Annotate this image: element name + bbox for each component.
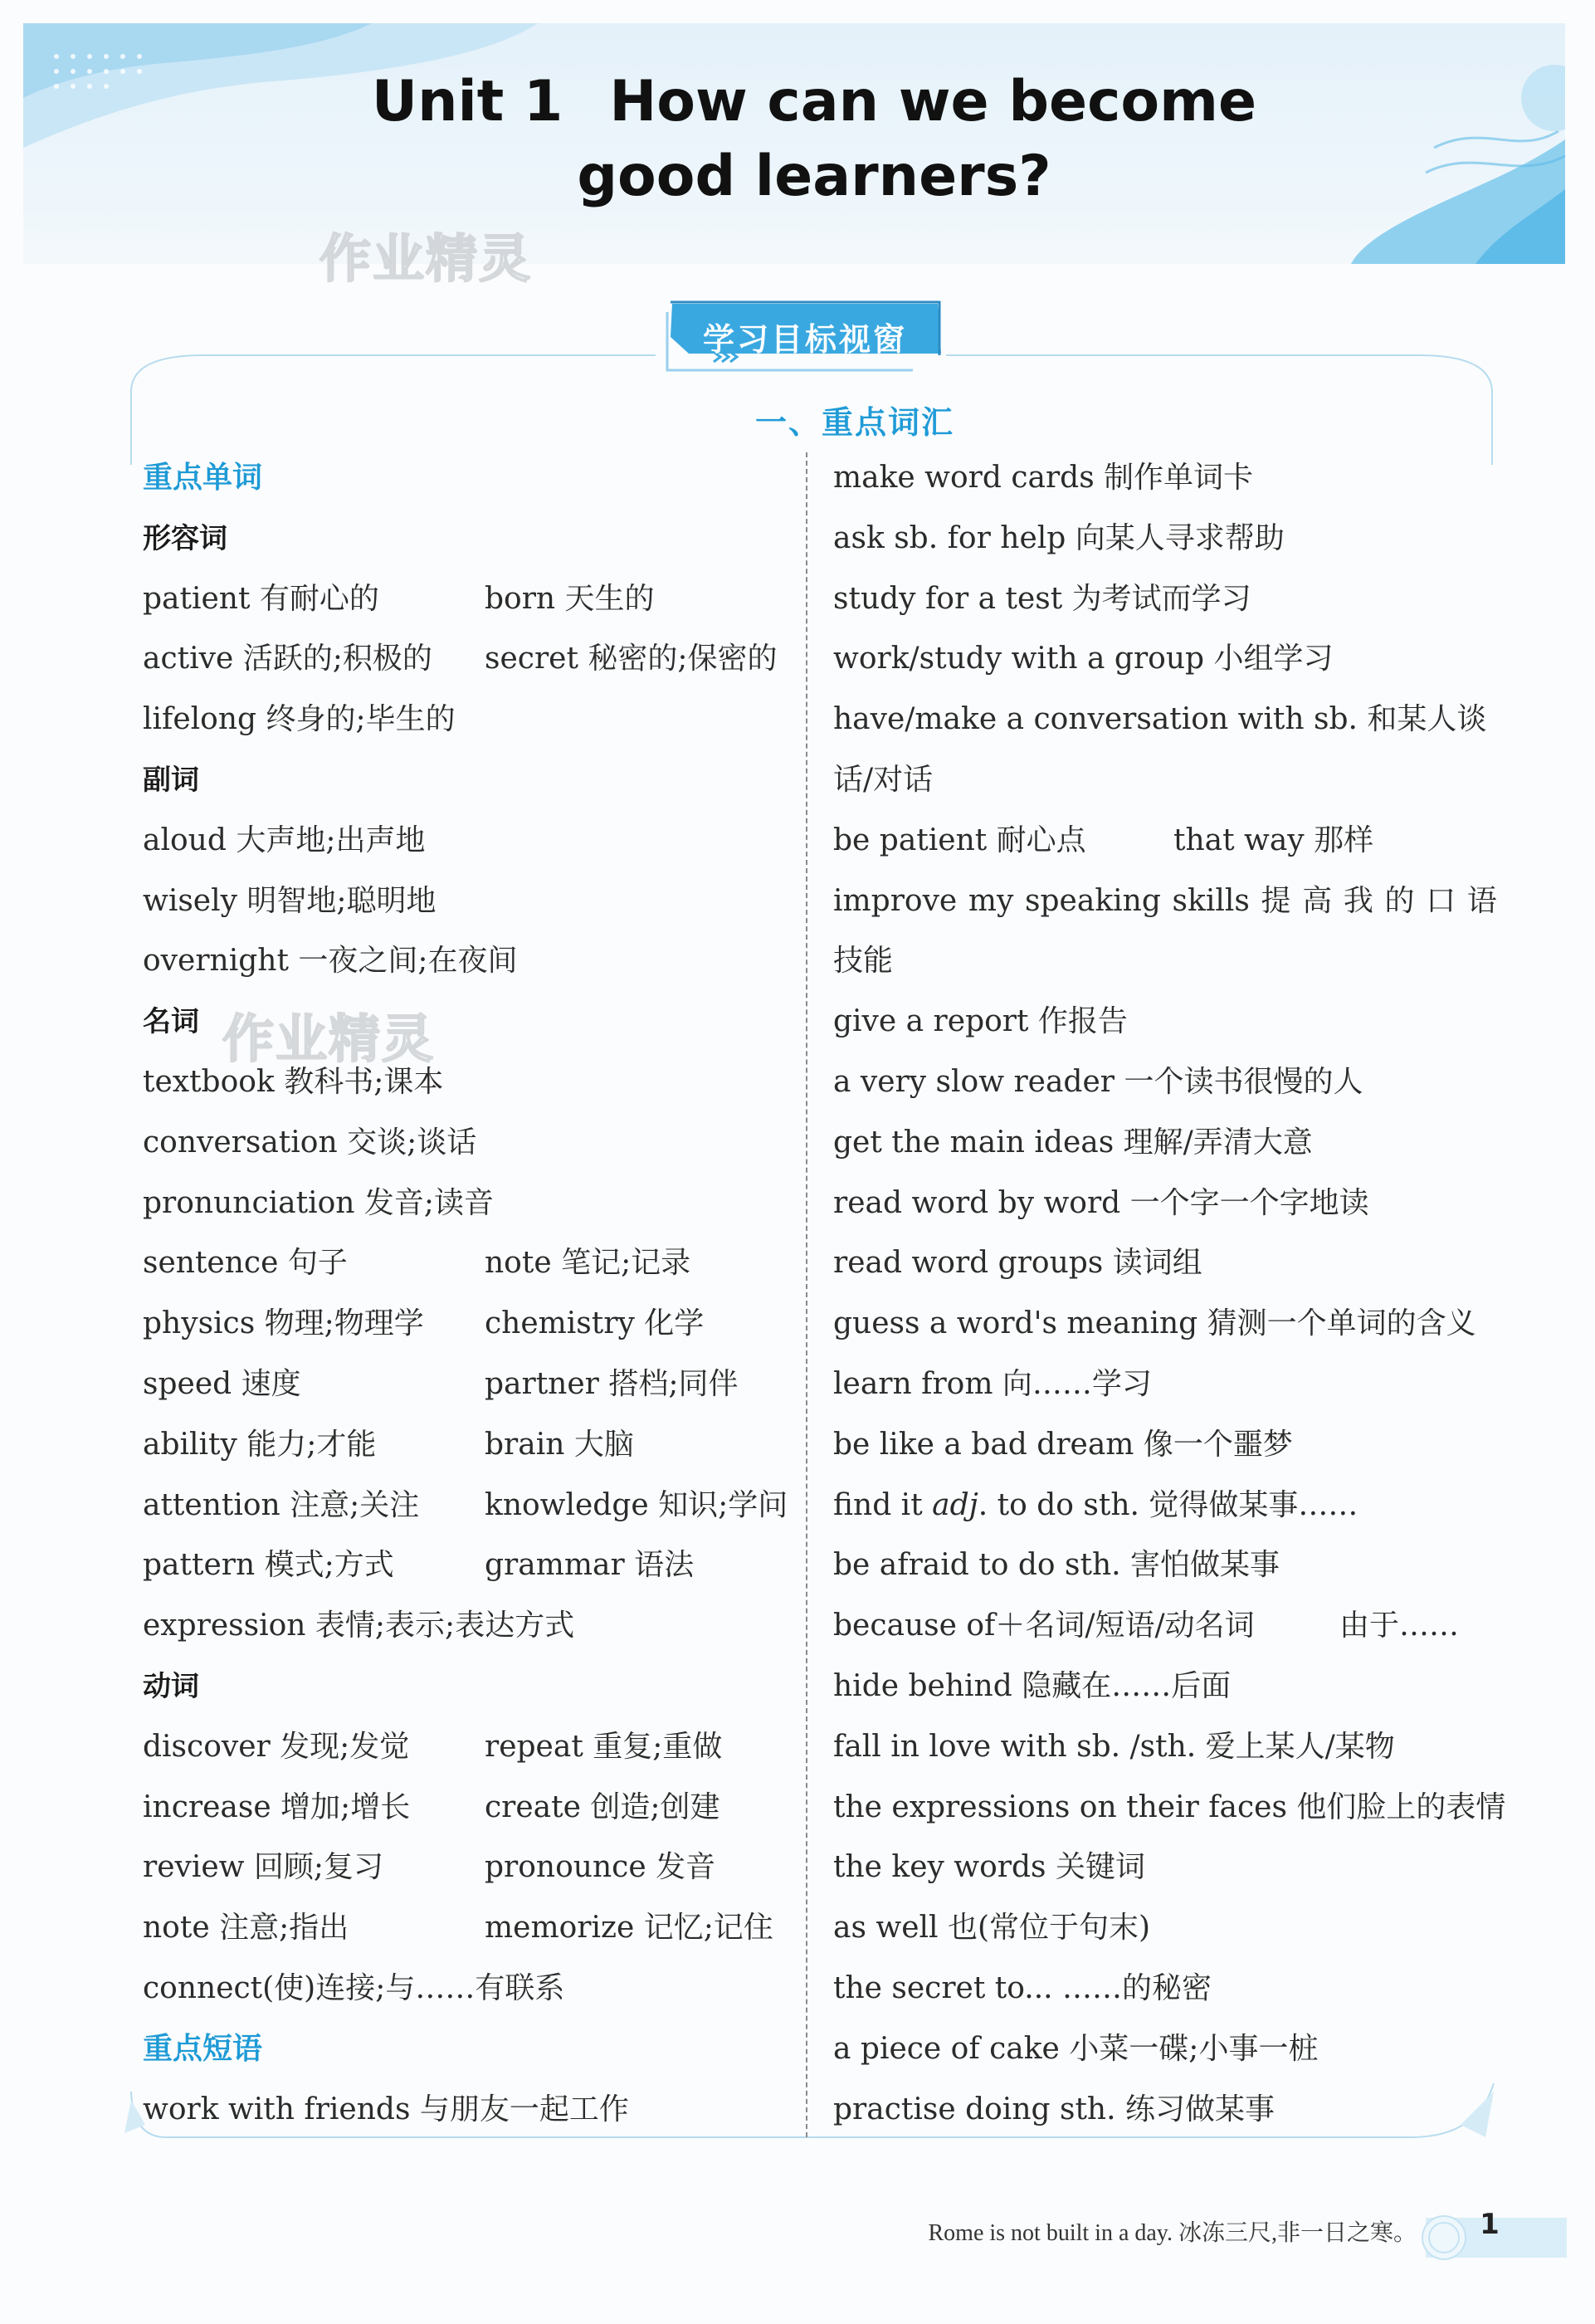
vocab-entry: learn from 向……学习 [833, 1366, 1152, 1401]
section-label [143, 448, 807, 509]
vocab-row [143, 1476, 807, 1536]
title-line-2: good learners? [577, 144, 1051, 209]
vocab-entry: 技能 [833, 944, 894, 979]
vocab-entry: have/make a conversation with sb. 和某人谈 [833, 702, 1487, 737]
phrase-italic: adj [932, 1487, 978, 1522]
vocab-row [833, 811, 1497, 872]
vocab-entry: born 天生的 [485, 581, 655, 616]
vocab-entry: increase 增加;增长 [143, 1789, 411, 1824]
vocab-row [143, 1778, 807, 1838]
category-label: 名词 [143, 1005, 199, 1039]
vocab-row [833, 1233, 1497, 1294]
vocab-entry: pattern 模式;方式 [143, 1548, 394, 1583]
phrase-word: 提 [1261, 883, 1291, 918]
phrase-word: 口 [1426, 883, 1456, 918]
category-label: 副词 [143, 763, 199, 797]
vocab-entry: get the main ideas 理解/弄清大意 [833, 1125, 1313, 1160]
phrase-word: my [968, 883, 1014, 918]
vocab-entry: ask sb. for help 向某人寻求帮助 [833, 520, 1285, 555]
vocab-entry: patient 有耐心的 [143, 581, 379, 616]
vocab-entry: guess a word's meaning 猜测一个单词的含义 [833, 1306, 1476, 1341]
category-label: 动词 [143, 1669, 199, 1703]
vocab-row [833, 1355, 1497, 1415]
vocab-row [833, 1657, 1497, 1717]
vocab-entry: repeat 重复;重做 [485, 1729, 723, 1764]
vocab-row [143, 1233, 807, 1294]
watermark-middle: 作业精灵 [222, 1008, 436, 1069]
vocab-row [143, 1052, 807, 1113]
vocab-entry: read word by word 一个字一个字地读 [833, 1185, 1369, 1220]
vocab-row [833, 1898, 1497, 1959]
word-category [143, 992, 807, 1052]
vocab-entry: note 注意;指出 [143, 1911, 349, 1946]
vocab-row [833, 1052, 1497, 1113]
vocab-row [833, 509, 1497, 569]
phrase-word: 的 [1384, 883, 1415, 918]
vocab-entry: work with friends 与朋友一起工作 [143, 2092, 629, 2126]
vocab-row [143, 629, 807, 690]
vocab-entry: a very slow reader 一个读书很慢的人 [833, 1064, 1363, 1099]
vocab-entry: practise doing sth. 练习做某事 [833, 2092, 1276, 2126]
title-line-1: How can we become [609, 69, 1257, 134]
vocab-entry: memorize 记忆;记住 [485, 1911, 773, 1946]
vocab-entry: fall in love with sb. /sth. 爱上某人/某物 [833, 1729, 1395, 1764]
vocab-entry: lifelong 终身的;毕生的 [143, 702, 456, 737]
vocab-entry: be afraid to do sth. 害怕做某事 [833, 1548, 1280, 1583]
category-label: 形容词 [143, 521, 227, 555]
vocab-row [143, 1536, 807, 1596]
vocab-row [833, 2080, 1497, 2141]
vocab-entry: textbook 教科书;课本 [143, 1064, 444, 1099]
vocab-entry: sentence 句子 [143, 1246, 348, 1281]
vocab-row [833, 629, 1497, 690]
vocab-row [143, 690, 807, 750]
vocab-entry: expression 表情;表示;表达方式 [143, 1609, 575, 1643]
footer-proverb: Rome is not built in a day. 冰冻三尺,非一日之寒。 [928, 2220, 1417, 2246]
vocab-entry: the secret to... ……的秘密 [833, 1970, 1212, 2005]
vocab-row [143, 1294, 807, 1355]
vocab-entry: study for a test 为考试而学习 [833, 581, 1251, 616]
vocab-row [143, 569, 807, 630]
vocab-entry: connect(使)连接;与……有联系 [143, 1970, 565, 2005]
vocab-entry: because of＋名词/短语/动名词 [833, 1609, 1255, 1643]
section-label-text: 重点单词 [143, 461, 263, 495]
vocab-entry: secret 秘密的;保密的 [485, 642, 778, 676]
vocab-row [833, 931, 1497, 992]
vocab-entry: work/study with a group 小组学习 [833, 642, 1334, 676]
vocab-row [833, 1838, 1497, 1898]
word-category [143, 509, 807, 569]
phrase-row [833, 872, 1497, 932]
word-category [143, 1657, 807, 1717]
section-badge-label: 学习目标视窗 [702, 321, 907, 358]
vocab-row [833, 1294, 1497, 1355]
vocab-entry: grammar 语法 [485, 1548, 695, 1583]
vocab-entry: review 回顾;复习 [143, 1850, 384, 1885]
phrase-word: speaking [1025, 883, 1161, 918]
phrase-word: 高 [1302, 883, 1333, 918]
vocab-entry: physics 物理;物理学 [143, 1306, 424, 1341]
vocab-row [833, 1415, 1497, 1476]
vocab-entry: hide behind 隐藏在……后面 [833, 1668, 1232, 1703]
vocab-entry: pronounce 发音 [485, 1850, 716, 1885]
vocab-entry: pronunciation 发音;读音 [143, 1185, 495, 1220]
vocab-entry: that way 那样 [1173, 823, 1374, 857]
section-label-text: 重点短语 [143, 2031, 263, 2066]
phrase-text: find it [833, 1487, 933, 1522]
right-column [833, 448, 1506, 2140]
vocab-entry: read word groups 读词组 [833, 1246, 1202, 1281]
phrase-row [833, 1476, 1497, 1536]
phrase-word: improve [833, 883, 958, 918]
left-column [143, 448, 807, 2140]
vocab-row [833, 1596, 1497, 1657]
vocab-row [833, 1113, 1497, 1174]
phrase-word: 语 [1466, 883, 1497, 918]
vocab-entry: 由于…… [1339, 1609, 1460, 1643]
vocab-entry: aloud 大声地;出声地 [143, 823, 426, 857]
vocab-entry: overnight 一夜之间;在夜间 [143, 944, 518, 979]
vocab-entry: chemistry 化学 [485, 1306, 705, 1341]
watermark-top: 作业精灵 [319, 228, 533, 289]
vocab-row [143, 811, 807, 872]
vocab-row [143, 1596, 807, 1657]
vocab-entry: create 创造;创建 [485, 1789, 720, 1824]
vocab-row [833, 992, 1497, 1052]
vocab-row [143, 1174, 807, 1234]
section-label [143, 2019, 807, 2080]
vocab-row [143, 1898, 807, 1959]
vocab-row [833, 448, 1497, 509]
vocab-entry: knowledge 知识;学问 [485, 1487, 788, 1522]
phrase-word: skills [1172, 883, 1250, 918]
vocab-row [833, 1717, 1497, 1778]
vocab-row [833, 1959, 1497, 2019]
vocab-row [833, 2019, 1497, 2080]
vocab-row [143, 1959, 807, 2019]
vocab-row [143, 931, 807, 992]
vocab-row [143, 1838, 807, 1898]
vocab-row [143, 872, 807, 932]
vocab-row [833, 750, 1497, 811]
section-heading: 一、重点词汇 [754, 404, 954, 441]
vocab-entry: discover 发现;发觉 [143, 1729, 410, 1764]
vocab-entry: be like a bad dream 像一个噩梦 [833, 1427, 1293, 1462]
vocab-entry: be patient 耐心点 [833, 823, 1086, 857]
vocab-entry: 话/对话 [833, 762, 934, 797]
vocab-entry: conversation 交谈;谈话 [143, 1125, 477, 1160]
vocab-entry: the key words 关键词 [833, 1850, 1145, 1885]
vocab-row [833, 1778, 1506, 1838]
vocab-row [833, 569, 1497, 630]
vocab-entry: the expressions on their faces 他们脸上的表情 [833, 1789, 1506, 1824]
vocab-entry: as well 也(常位于句末) [833, 1911, 1151, 1946]
vocab-entry: make word cards 制作单词卡 [833, 461, 1254, 495]
phrase-word: 我 [1343, 883, 1373, 918]
vocab-entry: speed 速度 [143, 1366, 301, 1401]
vocab-entry: partner 搭档;同伴 [485, 1366, 739, 1401]
vocab-row [143, 1355, 807, 1415]
vocab-row [143, 1113, 807, 1174]
phrase-text: . to do sth. 觉得做某事…… [978, 1487, 1358, 1522]
vocab-entry: give a report 作报告 [833, 1004, 1128, 1039]
word-category [143, 750, 807, 811]
vocab-entry: attention 注意;关注 [143, 1487, 420, 1522]
vocab-entry: wisely 明智地;聪明地 [143, 883, 437, 918]
vocab-entry: ability 能力;才能 [143, 1427, 377, 1462]
vocab-entry: active 活跃的;积极的 [143, 642, 432, 676]
vocab-row [833, 1536, 1497, 1596]
vocab-entry: brain 大脑 [485, 1427, 634, 1462]
unit-number: Unit 1 [371, 69, 563, 134]
vocab-entry: a piece of cake 小菜一碟;小事一桩 [833, 2031, 1319, 2066]
vocab-row [143, 1717, 807, 1778]
vocab-row [143, 2080, 807, 2141]
page-number: 1 [1480, 2208, 1500, 2241]
vocab-row [833, 690, 1497, 750]
vocab-row [833, 1174, 1497, 1234]
vocab-entry: note 笔记;记录 [485, 1246, 691, 1281]
vocab-row [143, 1415, 807, 1476]
